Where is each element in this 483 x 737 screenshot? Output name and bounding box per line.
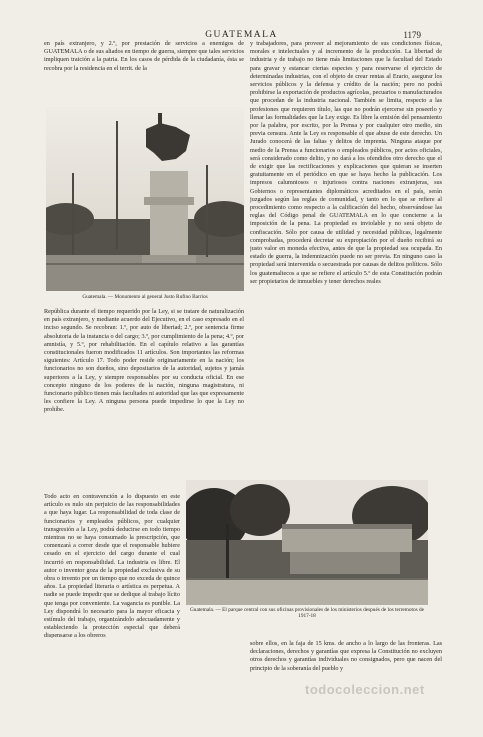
text-column-left-middle bbox=[44, 308, 244, 490]
monument-photograph bbox=[46, 107, 244, 291]
figure-caption-monument: Guatemala. — Monumento al general Justo Rufino Barrios bbox=[82, 294, 208, 300]
text-column-right-bottom bbox=[250, 640, 442, 674]
page-number: 1179 bbox=[403, 30, 421, 40]
paragraph: República durante el tiempo requerido por la Ley, si se tratare de naturalización en país extranjero, y mediante acuerdo del Ejecutivo, en el caso expresado en el inciso segundo. Se recobran: 1.º, por auto de libertad; 2.º, por sentencia firme absolutoria de la instancia o del cargo; 3.º, por cumplimiento de la pena; 4.º, por amnistía, y 5.º, por rehabilitación. En el capítulo relativo a las garantías constitucionales fueron modificados 11 artículos. Son importantes las reformas siguientes: Artículo 17. Todo poder reside originariamente en la nación; los funcionarios no son dueños, sino depositarios de la autoridad, sujetos y jamás superiores a la Ley, y siempre responsables por su conducta oficial. En ese concepto ninguno de los poderes de la nación, ninguna magistratura, ni funcionario público tienen más facultades ni autoridad que las que expresamente les confiere la Ley. A ninguna persona puede impedirse lo que la Ley no prohíbe. bbox=[44, 308, 244, 414]
figure-caption-park: Guatemala. — El parque central con sus oficinas provisionales de los ministerios después de los terremotos de 1917-18 bbox=[189, 607, 425, 620]
paragraph: en país extranjero, y 2.º, por prestación de servicios a enemigos de GUATEMALA o de sus aliados en tiempo de guerra, siempre que tales servicios impliquen traición a la patria. En los casos de pérdida de la ciudadanía, ésta se recobra por la residencia en el territ. de la bbox=[44, 40, 244, 72]
park-illustration bbox=[186, 480, 428, 605]
paragraph: y trabajadores, para proveer al mejoramiento de sus condiciones físicas, morales e intelectuales y al incremento de la producción. La libertad de industria y de trabajo no tiene más limitaciones que la facultad del Estado para gravar y estancar ciertas especies y para reservarse el ejercicio de determinadas industrias, con el objeto de crear rentas al Erario, asegurar los servicios públicos y la defensa y crédito de la nación; pero no podrá prohibirse la exportación de productos agrícolas, pecuarios o manufacturados que procedan de la industria nacional. También se limita, respecto a las profesiones que requieren título, las que no podrán ejercerse sin poseerlo y llenar las formalidades que la Ley exige. Es libre la emisión del pensamiento por la palabra, por escrito, por la Prensa y por cualquier otro medio, sin previa censura. Ante la Ley es responsable el que abuse de este derecho. Un Jurado conocerá de las faltas y delitos de imprenta. Ninguna ataque por medio de la Prensa a funcionarios o empleados públicos, por actos oficiales, será considerado como delito, y no dará a los ofendidos otro derecho que el de exigir que las rectificaciones y explicaciones que quieran se inserten gratuitamente en el periódico en que se haya hecho la publicación. Los impresos calumniosos o injuriosos contra naciones extranjeras, sus Gobiernos o representantes diplomáticos acreditados en el país, serán juzgados según las reglas de comunidad, y tanto en lo que se refiere al procedimiento como respecto a la calificación del hecho, observándose las reglas del Código penal de GUATEMALA en lo que concierne a la imposición de la pena. La propiedad es inviolable y no será objeto de confiscación. Sólo por causa de utilidad y necesidad públicas, legalmente comprobadas, procederá decretar su expropiación por el dueño recibirá su justo valor en moneda efectiva, antes de que la propiedad sea ocupada. En estado de guerra, la indemnización puede no ser previa. En ninguno caso la propiedad será intervenida o secuestrada por causas de delitos políticos. Sólo los guatemaltecos a que se refiere el artículo 5.º de esta Constitución podrán ser propietarios de inmuebles y tener derechos reales bbox=[250, 40, 442, 285]
monument-illustration bbox=[46, 107, 244, 291]
paragraph: sobre ellos, en la faja de 15 kms. de ancho a lo largo de las fronteras. Las declaraciones, derechos y garantías que expresa la Constitución no excluyen otros derechos y garantías individuales no consignados, pero que nacen del principio de la soberanía del pueblo y bbox=[250, 640, 442, 672]
park-photograph bbox=[186, 480, 428, 605]
text-column-left-top bbox=[44, 40, 244, 104]
text-column-left-narrow bbox=[44, 493, 180, 638]
paragraph: Todo acto en contravención a lo dispuesto en este artículo es nulo sin perjuicio de las responsabilidades a que haya lugar. La responsabilidad de toda clase de funcionarios y empleados públicos, por cualquier transgresión a la Ley, podrá deducirse en todo tiempo mientras no se haya consumado la prescripción, que comenzará a correr desde que el responsable hubiere cesado en el ejercicio del cargo durante el cual incurrió en responsabilidad. La industria es libre. El autor o inventor goza de la propiedad exclusiva de su obra o invento por un tiempo que no exceda de quince años. La propiedad literaria o artística es perpetua. A nadie se puede impedir que se dedique al trabajo lícito que tenga por conveniente. La vagancia es punible. La Ley dispondrá lo necesario para la mayor eficacia y estímulo del trabajo, organizándolo adecuadamente y estableciendo la protección especial que deberá dispensarse a los obreros bbox=[44, 493, 180, 638]
watermark: todocoleccion.net bbox=[305, 682, 425, 697]
running-header-title: GUATEMALA bbox=[205, 30, 278, 40]
